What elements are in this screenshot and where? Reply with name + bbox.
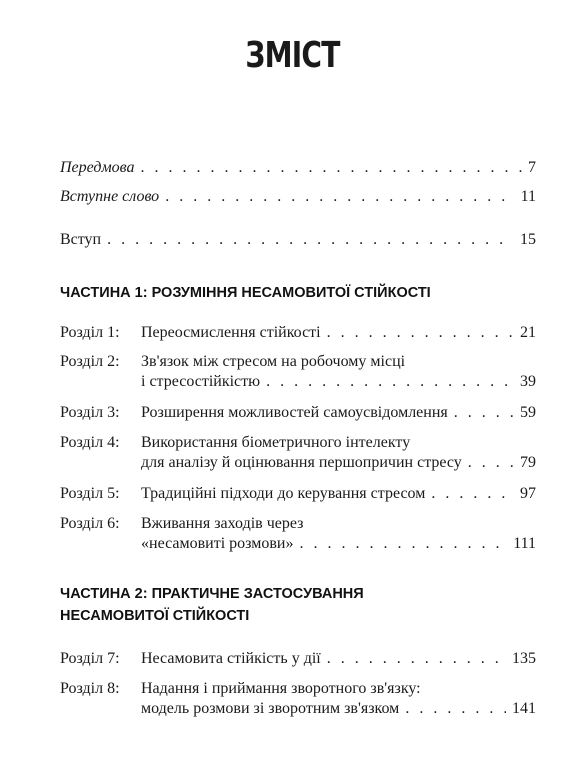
toc-entry-introduction[interactable] [60,230,536,250]
part-heading [60,583,364,627]
chapter-title-line1: Вживання заходів через [141,515,304,532]
dot-leader [327,323,514,343]
dot-leader [468,453,514,473]
chapter-label: Розділ 8: [60,680,120,697]
toc-page-number: 7 [528,159,536,176]
toc-page-number: 111 [513,535,536,552]
chapter-label: Розділ 1: [60,324,120,341]
chapter-title-line2: модель розмови зі зворотним зв'язком [141,700,400,717]
toc-page-number: 11 [520,188,536,205]
toc-entry-label: Вступ [60,231,102,248]
chapter-label: Розділ 7: [60,650,120,667]
dot-leader [405,699,506,719]
page-title: ЗМІСТ [245,35,340,76]
chapter-label: Розділ 6: [60,515,120,532]
dot-leader [107,230,514,250]
dot-leader [266,372,514,392]
toc-page-number: 97 [520,485,536,502]
chapter-title-line1: Надання і приймання зворотного зв'язку: [141,680,421,697]
chapter-title-line2: для аналізу й оцінювання першопричин стресу [141,454,462,471]
toc-page-number: 59 [520,404,536,421]
part-heading: ЧАСТИНА 1: РОЗУМІННЯ НЕСАМОВИТОЇ СТІЙКОСТІ [60,285,431,301]
dot-leader [431,484,514,504]
toc-page-number: 15 [520,231,536,248]
part-heading-line2: НЕСАМОВИТОЇ СТІЙКОСТІ [60,608,250,624]
chapter-title-line2: «несамовиті розмови» [141,535,294,552]
dot-leader [165,187,514,207]
chapter-title: Традиційні підходи до керування стресом [141,485,426,502]
toc-page-number: 39 [520,373,536,390]
toc-page-number: 21 [520,324,536,341]
dot-leader [454,403,514,423]
dot-leader [141,158,523,178]
toc-page-number: 79 [520,454,536,471]
chapter-title: Розширення можливостей самоусвідомлення [141,404,448,421]
toc-page-number: 135 [512,650,536,667]
toc-entry-preface[interactable] [60,187,536,207]
toc-page-number: 141 [512,700,536,717]
toc-entry-label: Вступне слово [60,188,160,205]
chapter-title: Несамовита стійкість у дії [141,650,321,667]
chapter-title-line1: Використання біометричного інтелекту [141,434,411,451]
dot-leader [327,649,506,669]
dot-leader [299,534,507,554]
toc-entry-foreword[interactable] [60,158,536,178]
chapter-label: Розділ 4: [60,434,120,451]
chapter-title: Переосмислення стійкості [141,324,321,341]
part-heading-line1: ЧАСТИНА 2: ПРАКТИЧНЕ ЗАСТОСУВАННЯ [60,586,364,602]
chapter-label: Розділ 2: [60,353,120,370]
chapter-label: Розділ 5: [60,485,120,502]
toc-entry-label: Передмова [60,159,135,176]
chapter-title-line1: Зв'язок між стресом на робочому місці [141,353,406,370]
chapter-title-line2: і стресостійкістю [141,373,261,390]
chapter-label: Розділ 3: [60,404,120,421]
